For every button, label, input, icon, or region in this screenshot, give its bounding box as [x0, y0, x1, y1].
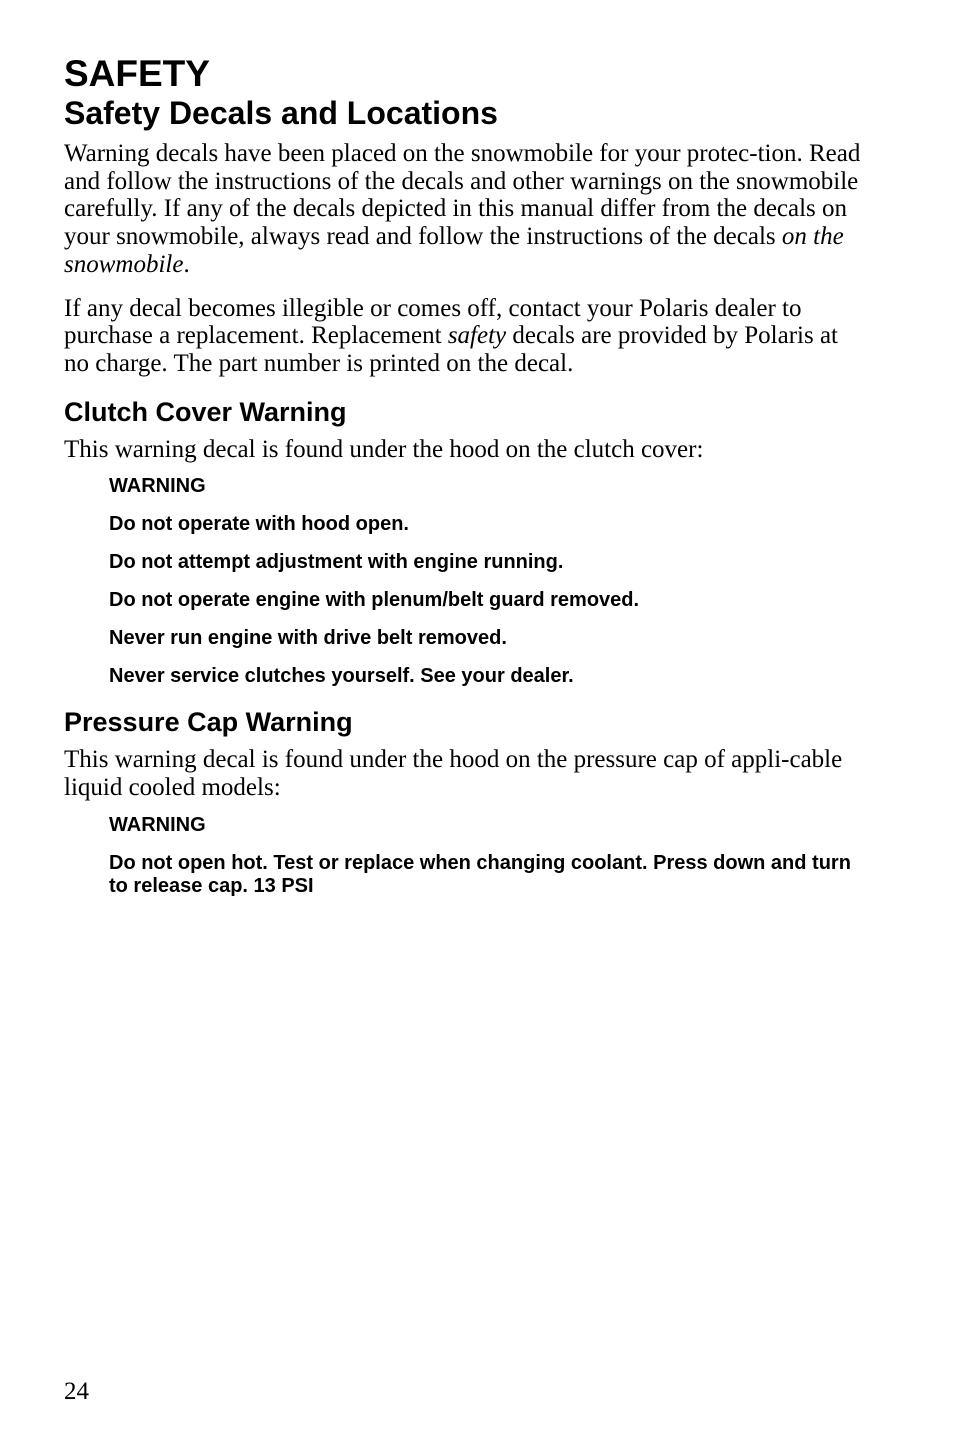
- intro-p2-text-a: If any decal becomes illegible or comes off, contact your Polaris dealer to purchase a replacement. Replacement: [64, 294, 802, 350]
- clutch-decal-line: Do not attempt adjustment with engine running.: [109, 551, 564, 574]
- clutch-decal-line: Do not operate with hood open.: [109, 513, 409, 536]
- clutch-decal-line: Never run engine with drive belt removed.: [109, 627, 507, 650]
- clutch-decal-line: Do not operate engine with plenum/belt guard removed.: [109, 589, 640, 612]
- clutch-cover-text: This warning decal is found under the hood on the clutch cover:: [64, 435, 704, 463]
- intro-p1-end: .: [183, 250, 190, 278]
- intro-paragraph-2: [64, 295, 864, 378]
- pressure-cap-heading: Pressure Cap Warning: [64, 707, 353, 738]
- intro-p2-emphasis: safety: [447, 322, 507, 350]
- clutch-decal-line: Never service clutches yourself. See your dealer.: [109, 665, 574, 688]
- intro-paragraph-1: [64, 140, 864, 279]
- chapter-title: SAFETY: [64, 53, 210, 94]
- page-content: [64, 54, 864, 898]
- pressure-cap-decal: [64, 814, 864, 898]
- clutch-cover-decal: [64, 475, 864, 688]
- intro-p1-emphasis: on the snowmobile: [64, 223, 844, 278]
- pressure-decal-line: WARNING: [109, 813, 206, 836]
- section-title: Safety Decals and Locations: [64, 95, 498, 131]
- clutch-decal-line: WARNING: [109, 475, 206, 498]
- intro-p1-text: Warning decals have been placed on the snowmobile for your protec-tion. Read and follow the instructions of the decals and other warnings on the snowmobile carefully. If any of the decals depicted in this manual differ from the decals on your snowmobile, always read and follow the instructions of the decals: [64, 140, 861, 251]
- clutch-cover-heading: Clutch Cover Warning: [64, 396, 347, 427]
- intro-p2-text-b: decals are provided by Polaris at no charge. The part number is printed on the decal.: [64, 322, 838, 377]
- pressure-cap-text: This warning decal is found under the hood on the pressure cap of appli-cable liquid cooled models:: [64, 746, 843, 802]
- page-number: 24: [64, 1378, 89, 1405]
- pressure-decal-line: Do not open hot. Test or replace when changing coolant. Press down and turn to release cap. 13 PSI: [109, 851, 851, 897]
